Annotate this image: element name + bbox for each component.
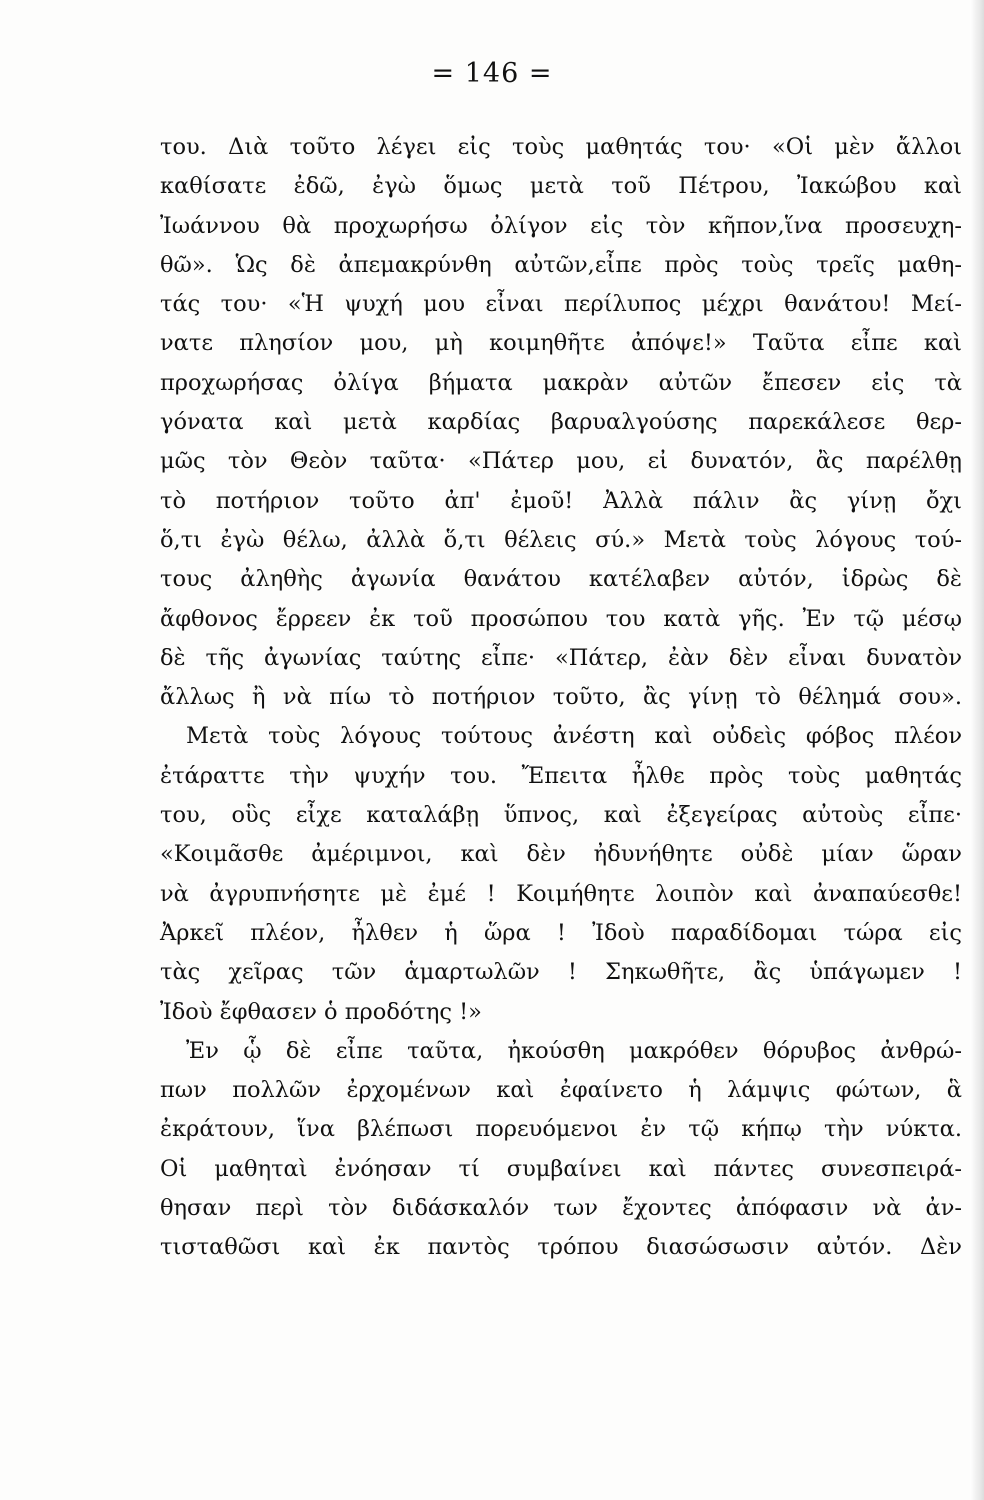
text-line: πων πολλῶν ἐρχομένων καὶ ἐφαίνετο ἡ λάμψις φώτων, ἃ [160, 1077, 962, 1104]
text-line: Οἱ μαθηταὶ ἐνόησαν τί συμβαίνει καὶ πάντες συνεσπειρά- [160, 1155, 962, 1182]
text-line: «Κοιμᾶσθε ἀμέριμνοι, καὶ δὲν ἠδυνήθητε οὐδὲ μίαν ὥραν [160, 841, 962, 868]
text-line: τισταθῶσι καὶ ἐκ παντὸς τρόπου διασώσωσιν αὐτόν. Δὲν [160, 1234, 962, 1261]
text-line: προχωρήσας ὀλίγα βήματα μακρὰν αὐτῶν ἔπεσεν εἰς τὰ [160, 369, 962, 396]
text-line: θῶ». Ὡς δὲ ἀπεμακρύνθη αὐτῶν,εἶπε πρὸς τοὺς τρεῖς μαθη- [160, 251, 962, 278]
text-line: ἄλλως ἢ νὰ πίω τὸ ποτήριον τοῦτο, ἂς γίνῃ τὸ θέλημά σου». [160, 684, 962, 711]
page-number: = 146 = [431, 58, 553, 89]
text-line: ἐκράτουν, ἵνα βλέπωσι πορευόμενοι ἐν τῷ κήπῳ τὴν νύκτα. [160, 1116, 962, 1143]
text-line: τους ἀληθὴς ἀγωνία θανάτου κατέλαβεν αὐτόν, ἱδρὼς δὲ [160, 566, 962, 593]
text-line: δὲ τῆς ἀγωνίας ταύτης εἶπε· «Πάτερ, ἐὰν δὲν εἶναι δυνατὸν [160, 644, 962, 671]
text-line: καθίσατε ἐδῶ, ἐγὼ ὅμως μετὰ τοῦ Πέτρου, Ἰακώβου καὶ [160, 173, 962, 200]
paragraph-start-line: Ἐν ᾧ δὲ εἶπε ταῦτα, ἠκούσθη μακρόθεν θόρυβος ἀνθρώ- [186, 1037, 962, 1064]
text-line: ἐτάραττε τὴν ψυχήν του. Ἔπειτα ἦλθε πρὸς τοὺς μαθητάς [160, 762, 962, 789]
text-line: μῶς τὸν Θεὸν ταῦτα· «Πάτερ μου, εἰ δυνατόν, ἂς παρέλθῃ [160, 448, 962, 475]
text-line: τὸ ποτήριον τοῦτο ἀπ' ἐμοῦ! Ἀλλὰ πάλιν ἂς γίνῃ ὄχι [160, 487, 962, 514]
text-line: του. Διὰ τοῦτο λέγει εἰς τοὺς μαθητάς του· «Οἱ μὲν ἄλλοι [160, 134, 962, 160]
text-line: θησαν περὶ τὸν διδάσκαλόν των ἔχοντες ἀπόφασιν νὰ ἀν- [160, 1195, 962, 1222]
text-line: τὰς χεῖρας τῶν ἁμαρτωλῶν ! Σηκωθῆτε, ἂς ὑπάγωμεν ! [160, 959, 962, 986]
paragraph-end-line: Ἰδοὺ ἔφθασεν ὁ προδότης !» [160, 998, 482, 1025]
body-text [160, 128, 962, 1268]
text-line: Ἰωάννου θὰ προχωρήσω ὀλίγον εἰς τὸν κῆπον,ἵνα προσευχη- [160, 212, 962, 239]
page-edge-shadow [970, 0, 984, 1500]
text-line: ἄφθονος ἔρρεεν ἐκ τοῦ προσώπου του κατὰ γῆς. Ἐν τῷ μέσῳ [160, 605, 962, 632]
paragraph-start-line: Μετὰ τοὺς λόγους τούτους ἀνέστη καὶ οὐδεὶς φόβος πλέον [186, 723, 962, 750]
text-line: γόνατα καὶ μετὰ καρδίας βαρυαλγούσης παρεκάλεσε θερ- [160, 409, 962, 436]
text-line: νατε πλησίον μου, μὴ κοιμηθῆτε ἀπόψε!» Ταῦτα εἶπε καὶ [160, 330, 962, 357]
text-line: ὅ,τι ἐγὼ θέλω, ἀλλὰ ὅ,τι θέλεις σύ.» Μετὰ τοὺς λόγους τού- [160, 526, 962, 553]
text-line: τάς του· «Ἡ ψυχή μου εἶναι περίλυπος μέχρι θανάτου! Μεί- [160, 291, 962, 318]
text-line: Ἀρκεῖ πλέον, ἦλθεν ἡ ὥρα ! Ἰδοὺ παραδίδομαι τώρα εἰς [160, 919, 962, 946]
text-line: νὰ ἀγρυπνήσητε μὲ ἐμέ ! Κοιμήθητε λοιπὸν καὶ ἀναπαύεσθε! [160, 880, 962, 907]
text-line: του, οὓς εἶχε καταλάβῃ ὕπνος, καὶ ἐξεγείρας αὐτοὺς εἶπε· [160, 802, 962, 829]
